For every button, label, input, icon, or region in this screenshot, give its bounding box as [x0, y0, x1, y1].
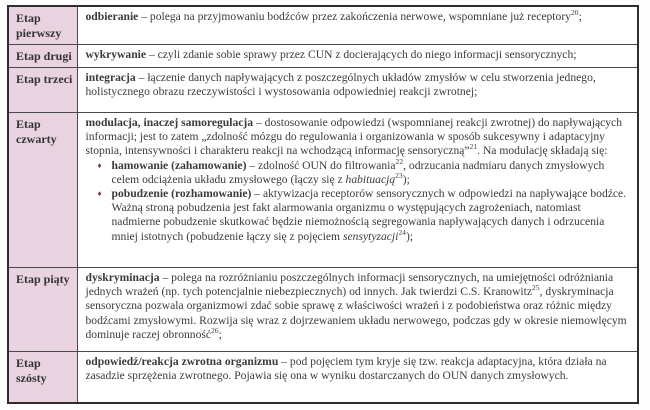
stage-label: Etap pierwszy — [8, 6, 77, 45]
paragraph — [86, 355, 631, 383]
text-segment: . Na modulację składają się: — [477, 144, 608, 158]
table-row — [8, 352, 638, 403]
content-cell — [77, 268, 638, 352]
footnote-ref: 26 — [211, 325, 219, 335]
text-segment: dyskryminacja — [85, 271, 160, 284]
content-cell — [77, 352, 638, 403]
stage-label: Etap drugi — [8, 45, 77, 68]
table-row — [8, 6, 638, 45]
text-segment: hamowanie (zahamowanie) — [111, 158, 247, 172]
text-segment: – aktywizacja receptorów sensorycznych w odpowiedzi na napływające bodźce. Ważną stroną pobudzenia jest fakt alarmowania organizmu o występujących zagrożeniach, natomiast nadmierne pobudzenie skutkować będzie niemożnością segregowania napływających danych i odrzucenia mniej istotnych (pobudzenie łączy się z pojęciem — [111, 187, 627, 243]
text-segment: – polega na przyjmowaniu bodźców przez zakończenia nerwowe, wspomniane już receptory — [138, 10, 571, 23]
text-segment: – łączenie danych napływających z poszczególnych układów zmysłów w celu stworzenia jednego, holistycznego obrazu rzeczywistości i wystosowania odpowiedniej reakcji zwrotnej; — [85, 71, 596, 99]
table-row — [8, 45, 638, 68]
text-segment: pobudzenie (rozhamowanie) — [111, 187, 252, 201]
footnote-ref: 25 — [532, 283, 540, 293]
text-segment: ; — [578, 10, 582, 23]
text-segment: ; — [218, 327, 222, 341]
content-cell — [77, 6, 638, 45]
diamond-bullet-icon: ♦ — [97, 160, 102, 170]
text-segment: , dyskryminacja sensoryczna pozwala organizmowi zdać sobie sprawę z właściwości wrażeń i z podobieństwa oraz różnic między bodźcami zmysłowymi. Rozwija się wraz z dojrzewaniem układu nerwowego, podczas gdy w okresie niemowlęcym dominuje raczej obronność — [85, 285, 627, 341]
text-segment: , odrzucania nadmiaru danych zmysłowych celem odciążenia układu zmysłowego (łączy się z — [111, 158, 605, 186]
text-segment: odbieranie — [85, 10, 139, 23]
paragraph — [86, 10, 631, 24]
text-segment: integracja — [85, 71, 136, 84]
bullet-item — [97, 156, 631, 187]
paragraph — [86, 71, 631, 99]
footnote-ref: 21 — [469, 142, 478, 152]
paragraph — [86, 116, 631, 159]
text-segment: – polega na rozróżnianiu poszczególnych informacji sensorycznych, na umiejętności odróżniania jednych wrażeń (np. tych potencjalnie niebezpiecznych) od innych. Jak twierdzi C.S. Kranowitz — [85, 271, 614, 299]
text-segment: habituacją — [345, 172, 396, 186]
stage-label: Etap czwarty — [8, 113, 77, 268]
text-segment: ); — [405, 229, 414, 243]
content-cell — [77, 45, 638, 68]
stages-table-body — [8, 6, 638, 403]
footnote-ref: 20 — [570, 8, 579, 18]
content-cell — [77, 68, 638, 113]
text-segment: – czyli zdanie sobie sprawy przez CUN z docierających do niego informacji sensorycznych; — [146, 48, 577, 61]
paragraph — [86, 271, 631, 342]
text-segment: modulacja, inaczej samoregulacja — [85, 116, 254, 129]
stage-label: Etap szósty — [8, 352, 77, 403]
bullet-item — [98, 187, 631, 244]
footnote-ref: 22 — [395, 156, 404, 166]
sensory-stages-table — [7, 5, 639, 404]
footnote-ref: 24 — [398, 227, 406, 237]
text-segment: – zdolność OUN do filtrowania — [246, 158, 396, 172]
paragraph — [86, 48, 631, 62]
table-row — [8, 268, 638, 352]
text-segment: wykrywanie — [85, 48, 147, 61]
text-segment: odpowiedź/reakcja zwrotna organizmu — [85, 355, 279, 368]
footnote-ref: 23 — [395, 170, 403, 180]
stage-label: Etap piąty — [8, 268, 77, 352]
diamond-bullet-icon: ♦ — [97, 189, 102, 199]
text-segment: – pod pojęciem tym kryje się tzw. reakcja adaptacyjna, która działa na zasadzie sprzężenia zwrotnego. Pojawia się ona w wyniku dostarczanych do OUN danych zmysłowych. — [85, 355, 607, 383]
table-row — [8, 68, 638, 113]
table-row — [8, 113, 638, 268]
bullet-list — [86, 156, 631, 244]
stage-label: Etap trzeci — [8, 68, 77, 113]
content-cell — [77, 113, 638, 268]
text-segment: ); — [402, 172, 410, 186]
text-segment: – dostosowanie odpowiedzi (wspomnianej reakcji zwrotnej) do napływających informacji; jest to zatem „zdolność mózgu do regulowania i organizowania w sposób sukcesywny i adaptacyjny stopnia, intensywności i charakteru reakcji na wchodzącą informację sensoryczną” — [85, 116, 623, 158]
text-segment: sensytyzacji — [342, 229, 399, 243]
